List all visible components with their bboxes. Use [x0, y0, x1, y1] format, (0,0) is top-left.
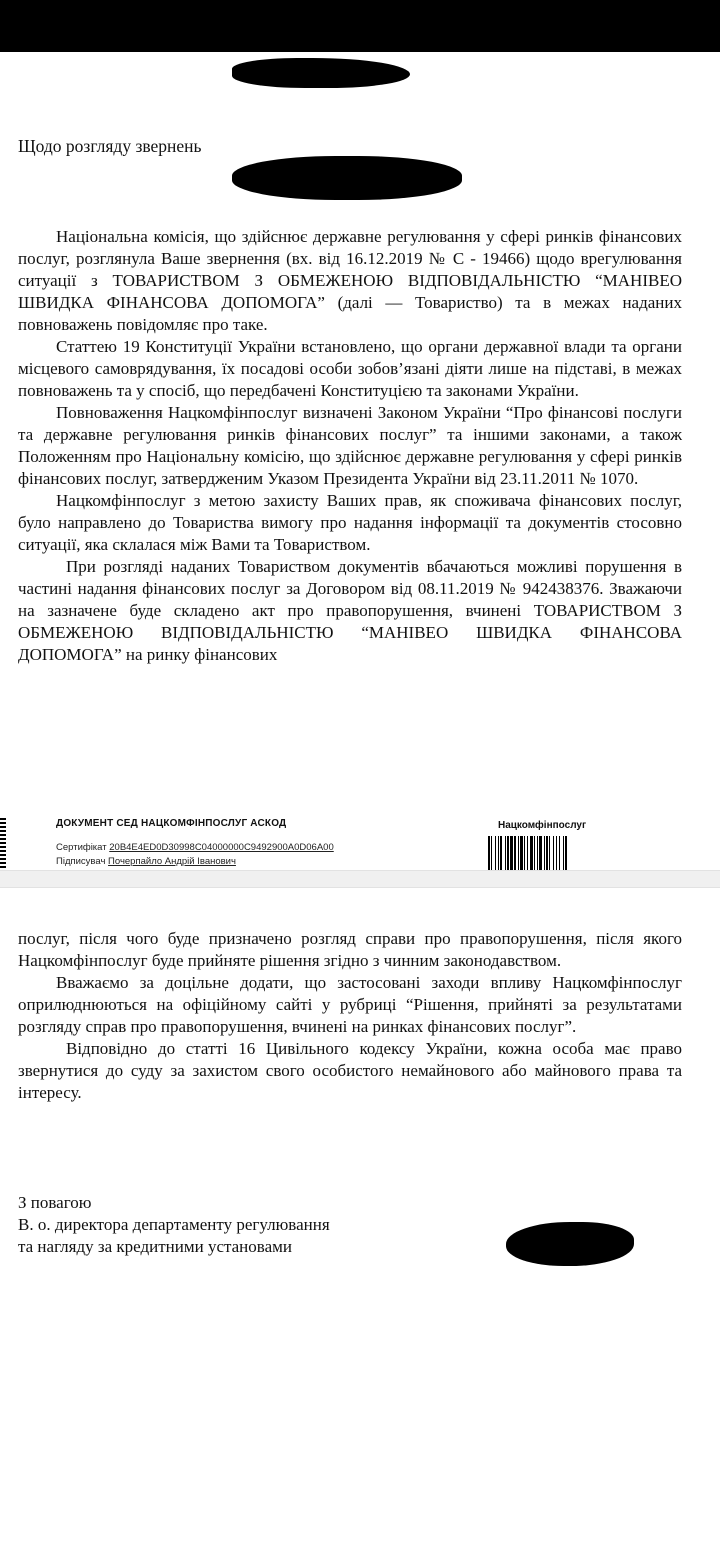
signer-label: Підписувач	[56, 856, 106, 867]
page-separator	[0, 870, 720, 888]
paragraph: послуг, після чого буде призначено розгляд справи про правопорушення, після якого Нацкомфінпослуг буде прийняте рішення згідно з чинним законодавством.	[18, 929, 682, 970]
barcode-bar	[563, 836, 564, 874]
barcode-bar	[530, 836, 533, 874]
barcode-bar	[505, 836, 506, 874]
barcode-bar	[565, 836, 567, 874]
paragraph: При розгляді наданих Товариством документів вбачаються можливі порушення в частині надання фінансових послуг за Договором від 08.11.2019 № 942438376. Зважаючи на зазначене буде складено акт про правопорушення, вчинені ТОВАРИСТВОМ З ОБМЕЖЕНОЮ ВІДПОВІДАЛЬНІСТЮ “МАНІВЕО ШВИДКА ФІНАНСОВА ДОПОМОГА” на ринку фінансових	[18, 557, 682, 664]
barcode-bar	[498, 836, 499, 874]
signer-line	[56, 856, 236, 867]
paragraph: Національна комісія, що здійснює державне регулювання у сфері ринків фінансових послуг, розглянула Ваше звернення (вх. від 16.12.2019 № С - 19466) щодо врегулювання ситуації з ТОВАРИСТВОМ З ОБМЕЖЕНОЮ ВІДПОВІДАЛЬНІСТЮ “МАНІВЕО ШВИДКА ФІНАНСОВА ДОПОМОГА” (далі — Товариство) та в межах наданих повноважень повідомляє про таке.	[18, 227, 682, 334]
top-black-bar	[0, 0, 720, 52]
barcode-bar	[534, 836, 535, 874]
barcode-bar	[488, 836, 490, 874]
barcode-bar	[524, 836, 525, 874]
barcode-bar	[537, 836, 538, 874]
letter-subject: Щодо розгляду звернень	[18, 136, 202, 156]
barcode-bar	[553, 836, 554, 874]
barcode-bar	[510, 836, 513, 874]
closing-regards: З повагою	[18, 1193, 92, 1212]
document-page-2	[0, 888, 720, 1560]
barcode-bar	[546, 836, 548, 874]
barcode-image	[488, 836, 620, 874]
barcode-bar	[556, 836, 557, 874]
barcode-bar	[495, 836, 496, 874]
signatory-position-line2: та нагляду за кредитними установами	[18, 1237, 292, 1256]
barcode-bar	[520, 836, 523, 874]
redaction-mark-top	[232, 58, 410, 88]
barcode-bar	[559, 836, 560, 874]
paragraph: Повноваження Нацкомфінпослуг визначені Законом України “Про фінансові послуги та державне регулювання ринків фінансових послуг” та іншими законами, а також Положенням про Національну комісію, що здійснює державне регулювання у сфері ринків фінансових послуг, затвердженим Указом Президента України від 23.11.2011 № 1070.	[18, 403, 682, 488]
letter-body-page1	[18, 226, 682, 666]
redaction-mark-signature	[506, 1222, 634, 1266]
barcode-bar	[491, 836, 492, 874]
paragraph: Статтею 19 Конституції України встановлено, що органи державної влади та органи місцевого самоврядування, їх посадові особи зобов’язані діяти лише на підставі, в межах повноважень та у спосіб, що передбачені Конституцією та законами України.	[18, 337, 682, 400]
barcode-bar	[518, 836, 519, 874]
barcode-bar	[527, 836, 528, 874]
signatory-position-line1: В. о. директора департаменту регулювання	[18, 1215, 330, 1234]
stamp-organization: Нацкомфінпослуг	[498, 820, 587, 831]
certificate-value: 20B4E4ED0D30998C04000000C9492900A0D06A00	[109, 842, 334, 853]
letter-body-page2	[18, 928, 682, 1104]
barcode-bar	[539, 836, 542, 874]
barcode-bar	[544, 836, 545, 874]
barcode-bar	[507, 836, 509, 874]
barcode-bar	[500, 836, 502, 874]
electronic-signature-stamp	[0, 770, 720, 866]
redaction-mark-addressee	[232, 156, 462, 200]
paragraph: Відповідно до статті 16 Цивільного кодексу України, кожна особа має право звернутися до суду за захистом свого особистого немайнового або майнового права та інтересу.	[18, 1039, 682, 1102]
sed-title: ДОКУМЕНТ СЕД НАЦКОМФІНПОСЛУГ АСКОД	[56, 818, 287, 829]
barcode-bar	[514, 836, 516, 874]
document-page-1	[0, 52, 720, 870]
paragraph: Нацкомфінпослуг з метою захисту Ваших прав, як споживача фінансових послуг, було направлено до Товариства вимогу про надання інформації та документів стосовно ситуації, яка склалася між Вами та Товариством.	[18, 491, 682, 554]
signer-value: Почерпайло Андрій Іванович	[108, 856, 236, 867]
certificate-label: Сертифікат	[56, 842, 107, 853]
paragraph: Вважаємо за доцільне додати, що застосовані заходи впливу Нацкомфінпослуг оприлюднюються на офіційному сайті у рубриці “Рішення, прийняті за результатами розгляду справ про правопорушення, вчинені на ринках фінансових послуг”.	[18, 973, 682, 1036]
barcode-bar	[549, 836, 550, 874]
certificate-line	[56, 842, 334, 853]
